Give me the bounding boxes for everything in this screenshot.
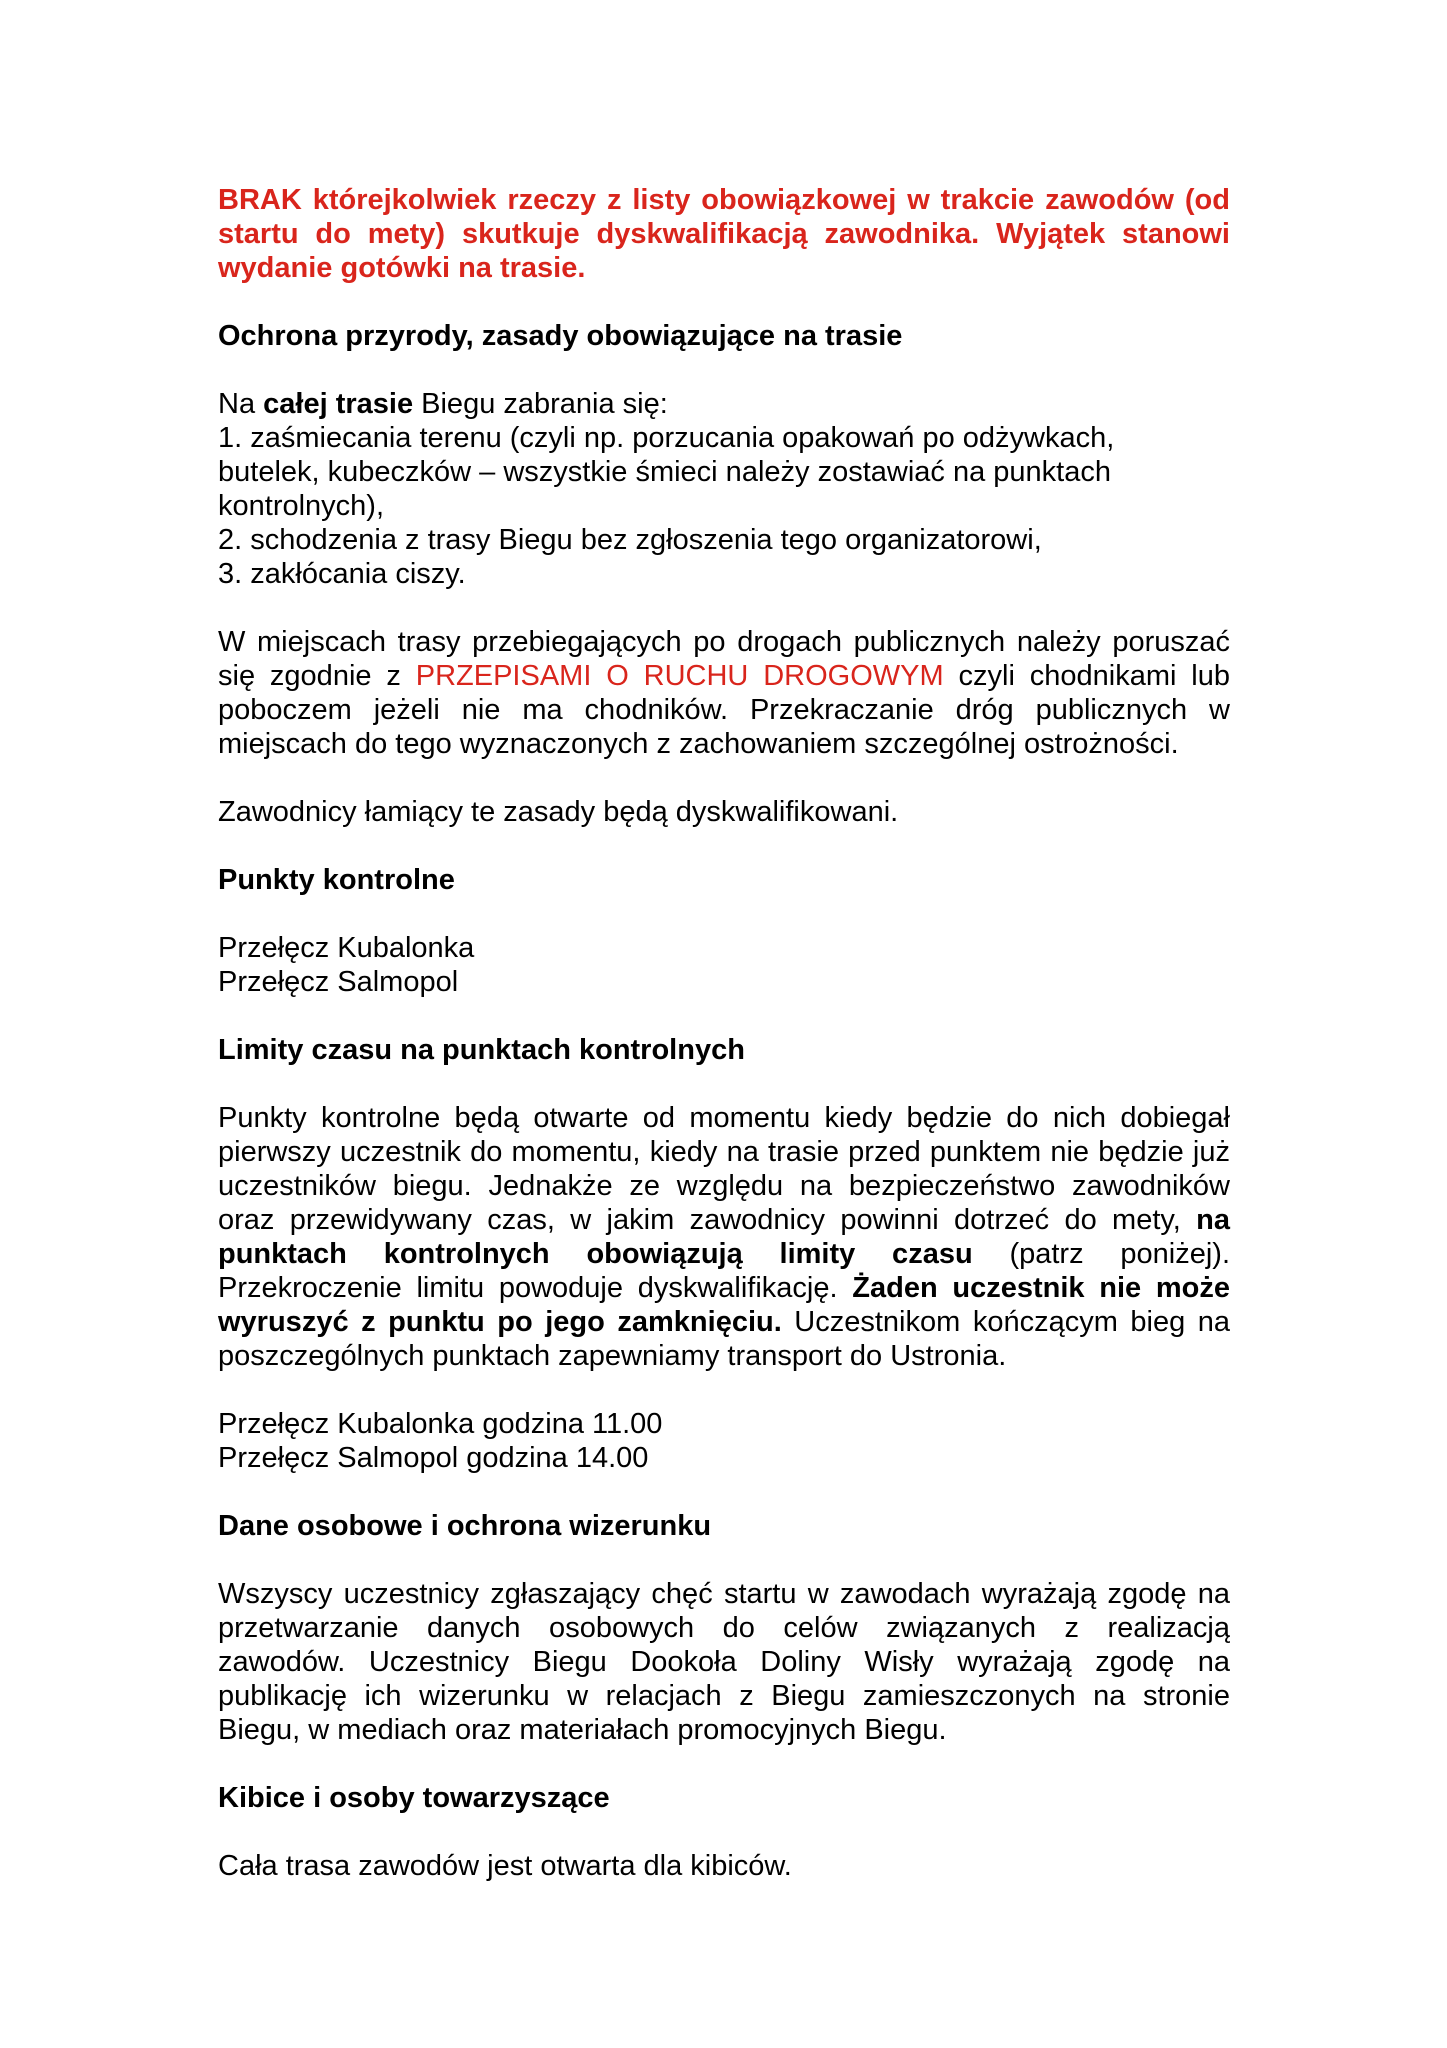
text-run: Punkty kontrolne będą otwarte od momentu kiedy będzie do nich dobiegał [218, 1102, 1230, 1134]
heading-line [218, 1033, 1230, 1067]
text-line [218, 1441, 1230, 1475]
text-line [218, 795, 1230, 829]
text-run: W miejscach trasy przebiegających po drogach publicznych należy poruszać [218, 626, 1230, 658]
text-line [218, 1203, 1230, 1237]
checkpoint-times-list [218, 1407, 1230, 1475]
text-run: kontrolnych), [218, 490, 385, 522]
text-run: Biegu zabrania się: [413, 388, 668, 420]
text-run: przetwarzanie danych osobowych do celów związanych z realizacją [218, 1612, 1230, 1644]
section-heading-ochrona-przyrody [218, 319, 1230, 353]
text-line [218, 387, 1230, 421]
text-line [218, 1611, 1230, 1645]
section-heading-limity-czasu [218, 1033, 1230, 1067]
text-line [218, 693, 1230, 727]
document-content [218, 183, 1230, 1883]
spectators-note [218, 1849, 1230, 1883]
text-run: Na [218, 388, 264, 420]
text-run: na [1196, 1204, 1230, 1236]
text-line [218, 931, 1230, 965]
text-run: butelek, kubeczków – wszystkie śmieci należy zostawiać na punktach [218, 456, 1111, 488]
heading-line [218, 319, 1230, 353]
text-line [218, 523, 1230, 557]
checkpoints-list [218, 931, 1230, 999]
text-line [218, 625, 1230, 659]
text-run: Limity czasu na punktach kontrolnych [218, 1034, 745, 1066]
text-run: Wszyscy uczestnicy zgłaszający chęć startu w zawodach wyrażają zgodę na [218, 1578, 1230, 1610]
text-run: Przełęcz Kubalonka godzina 11.00 [218, 1408, 663, 1440]
text-line [218, 1849, 1230, 1883]
text-run: pierwszy uczestnik do momentu, kiedy na trasie przed punktem nie będzie już [218, 1136, 1230, 1168]
text-run: się zgodnie z [218, 660, 416, 692]
time-limits-paragraph [218, 1101, 1230, 1373]
text-run: poboczem jeżeli nie ma chodników. Przekraczanie dróg publicznych w [218, 694, 1230, 726]
text-line [218, 1339, 1230, 1373]
text-run: poszczególnych punktach zapewniamy transport do Ustronia. [218, 1340, 1007, 1372]
section-heading-dane-osobowe [218, 1509, 1230, 1543]
text-line [218, 1135, 1230, 1169]
red-text-run: wydanie gotówki na trasie. [218, 252, 586, 284]
text-line [218, 183, 1230, 217]
text-run: całej trasie [263, 388, 414, 420]
text-line [218, 1237, 1230, 1271]
text-line [218, 217, 1230, 251]
public-roads-paragraph [218, 625, 1230, 761]
red-text-run: PRZEPISAMI O RUCHU DROGOWYM [415, 660, 944, 692]
text-line [218, 659, 1230, 693]
red-text-run: BRAK którejkolwiek rzeczy z listy obowiązkowej w trakcie zawodów (od [218, 184, 1230, 216]
disqualification-note [218, 795, 1230, 829]
text-line [218, 1271, 1230, 1305]
text-run: uczestników biegu. Jednakże ze względu na bezpieczeństwo zawodników [218, 1170, 1230, 1202]
text-run: Przełęcz Kubalonka [218, 932, 475, 964]
text-line [218, 1645, 1230, 1679]
text-run: Punkty kontrolne [218, 864, 455, 896]
text-line [218, 1407, 1230, 1441]
text-run: Żaden uczestnik nie może [852, 1272, 1230, 1304]
text-run: Ochrona przyrody, zasady obowiązujące na trasie [218, 320, 903, 352]
warning-paragraph [218, 183, 1230, 285]
text-run: (patrz poniżej). [972, 1238, 1231, 1270]
text-line [218, 455, 1230, 489]
text-run: Biegu, w mediach oraz materiałach promocyjnych Biegu. [218, 1714, 947, 1746]
text-run: czyli chodnikami lub [943, 660, 1230, 692]
text-line [218, 1713, 1230, 1747]
text-line [218, 421, 1230, 455]
text-run: Zawodnicy łamiący te zasady będą dyskwalifikowani. [218, 796, 899, 828]
text-run: 3. zakłócania ciszy. [218, 558, 466, 590]
heading-line [218, 863, 1230, 897]
heading-line [218, 1509, 1230, 1543]
text-run: Uczestnikom kończącym bieg na [781, 1306, 1230, 1338]
text-line [218, 1679, 1230, 1713]
text-run: Kibice i osoby towarzyszące [218, 1782, 610, 1814]
text-line [218, 489, 1230, 523]
trail-rules-list [218, 387, 1230, 591]
text-run: Cała trasa zawodów jest otwarta dla kibiców. [218, 1850, 792, 1882]
section-heading-kibice [218, 1781, 1230, 1815]
text-line [218, 1305, 1230, 1339]
text-line [218, 251, 1230, 285]
text-run: miejscach do tego wyznaczonych z zachowaniem szczególnej ostrożności. [218, 728, 1179, 760]
text-line [218, 557, 1230, 591]
text-run: Dane osobowe i ochrona wizerunku [218, 1510, 712, 1542]
text-run: publikację ich wizerunku w relacjach z Biegu zamieszczonych na stronie [218, 1680, 1230, 1712]
text-run: 1. zaśmiecania terenu (czyli np. porzucania opakowań po odżywkach, [218, 422, 1115, 454]
section-heading-punkty-kontrolne [218, 863, 1230, 897]
text-run: wyruszyć z punktu po jego zamknięciu. [218, 1306, 782, 1338]
text-run: zawodów. Uczestnicy Biegu Dookoła Doliny Wisły wyrażają zgodę na [218, 1646, 1230, 1678]
text-line [218, 1101, 1230, 1135]
red-text-run: startu do mety) skutkuje dyskwalifikacją zawodnika. Wyjątek stanowi [218, 218, 1230, 250]
text-run: 2. schodzenia z trasy Biegu bez zgłoszenia tego organizatorowi, [218, 524, 1042, 556]
text-run: Przełęcz Salmopol [218, 966, 459, 998]
text-run: punktach kontrolnych obowiązują limity czasu [218, 1238, 973, 1270]
text-line [218, 1169, 1230, 1203]
text-line [218, 727, 1230, 761]
text-run: Przekroczenie limitu powoduje dyskwalifikację. [218, 1272, 853, 1304]
text-run: oraz przewidywany czas, w jakim zawodnicy powinni dotrzeć do mety, [218, 1204, 1197, 1236]
heading-line [218, 1781, 1230, 1815]
text-run: Przełęcz Salmopol godzina 14.00 [218, 1442, 649, 1474]
text-line [218, 1577, 1230, 1611]
personal-data-paragraph [218, 1577, 1230, 1747]
text-line [218, 965, 1230, 999]
